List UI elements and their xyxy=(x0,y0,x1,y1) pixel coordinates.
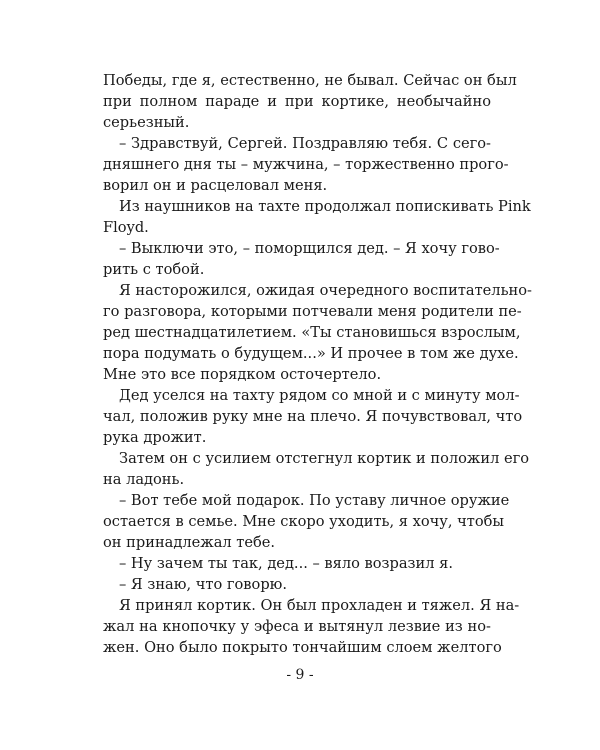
text-line: ворил он и расцеловал меня. xyxy=(103,177,328,194)
text-line: Дед уселся на тахту рядом со мной и с минуту мол- xyxy=(119,387,520,404)
text-line: – Вот тебе мой подарок. По уставу личное оружие xyxy=(119,492,510,509)
text-line: – Здравствуй, Сергей. Поздравляю тебя. С сего- xyxy=(119,135,491,152)
text-line: Я насторожился, ожидая очередного воспитательно- xyxy=(119,282,532,299)
text-line: Мне это все порядком осточертело. xyxy=(103,366,382,383)
text-line: – Выключи это, – поморщился дед. – Я хочу гово- xyxy=(119,240,500,257)
text-line: рука дрожит. xyxy=(103,429,207,446)
text-line: рить с тобой. xyxy=(103,261,205,278)
text-line: ред шестнадцатилетием. «Ты становишься взрослым, xyxy=(103,324,521,341)
text-line: на ладонь. xyxy=(103,471,185,488)
text-line: Floyd. xyxy=(103,219,149,236)
text-line: жал на кнопочку у эфеса и вытянул лезвие из но- xyxy=(103,618,491,635)
text-line: остается в семье. Мне скоро уходить, я хочу, чтобы xyxy=(103,513,505,530)
text-line: Я принял кортик. Он был прохладен и тяжел. Я на- xyxy=(119,597,520,614)
text-line: Из наушников на тахте продолжал попискивать Pink xyxy=(119,198,531,215)
text-line: Победы, где я, естественно, не бывал. Сейчас он был xyxy=(103,72,517,89)
text-line: жен. Оно было покрыто тончайшим слоем желтого xyxy=(103,639,502,656)
text-line: пора подумать о будущем...» И прочее в том же духе. xyxy=(103,345,519,362)
text-line: – Ну зачем ты так, дед... – вяло возразил я. xyxy=(119,555,453,572)
text-line: он принадлежал тебе. xyxy=(103,534,276,551)
text-line: Затем он с усилием отстегнул кортик и положил его xyxy=(119,450,530,467)
text-line: чал, положив руку мне на плечо. Я почувствовал, что xyxy=(103,408,523,425)
text-line: дняшнего дня ты – мужчина, – торжественно прого- xyxy=(103,156,509,173)
text-line: – Я знаю, что говорю. xyxy=(119,576,287,593)
text-line: серьезный. xyxy=(103,114,190,131)
text-line: при полном параде и при кортике, необычайно xyxy=(103,93,491,110)
page-number: - 9 - xyxy=(286,667,314,683)
body-text xyxy=(103,70,532,658)
text-line: го разговора, которыми потчевали меня родители пе- xyxy=(103,303,522,320)
